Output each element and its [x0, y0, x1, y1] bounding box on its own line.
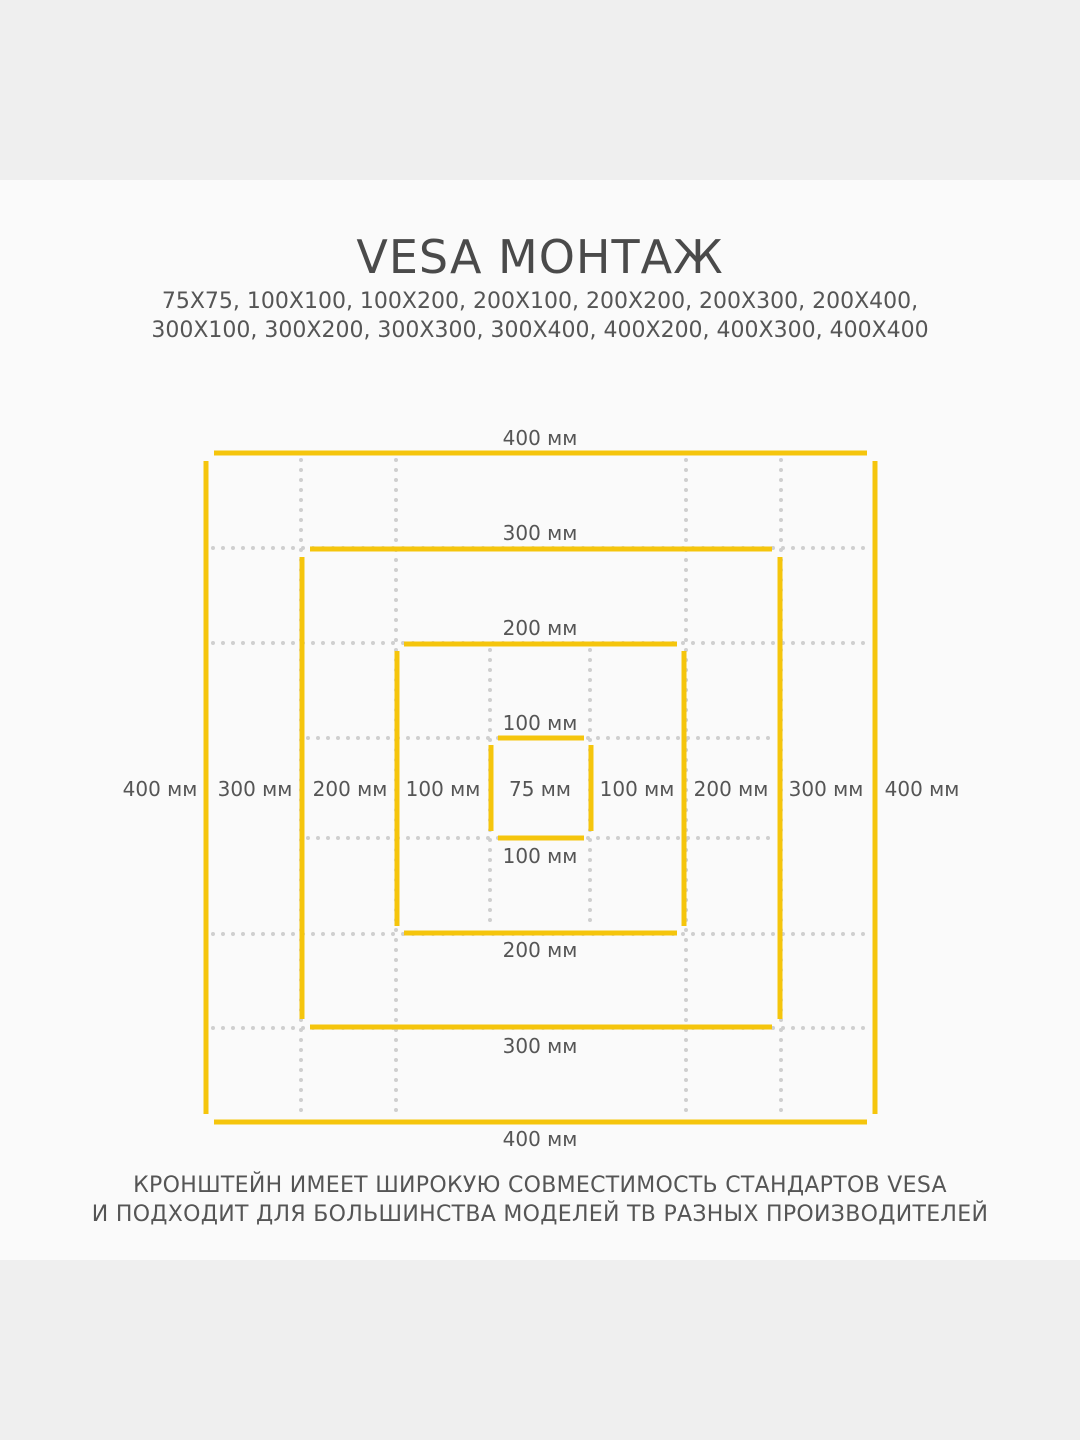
- label-300-bottom: 300 мм: [502, 1034, 578, 1058]
- label-400-bottom: 400 мм: [502, 1127, 578, 1151]
- label-300-top: 300 мм: [502, 521, 578, 545]
- label-300-right: 300 мм: [788, 777, 864, 801]
- label-200-bottom: 200 мм: [502, 938, 578, 962]
- dimension-labels: [123, 426, 960, 1151]
- sizes-line-1: 75X75, 100X100, 100X200, 200X100, 200X200, 200X300, 200X400,: [161, 289, 919, 314]
- label-400-right: 400 мм: [884, 777, 960, 801]
- label-200-right: 200 мм: [693, 777, 769, 801]
- note-line-1: КРОНШТЕЙН ИМЕЕТ ШИРОКУЮ СОВМЕСТИМОСТЬ СТАНДАРТОВ VESA: [133, 1173, 947, 1198]
- sizes-line-2: 300X100, 300X200, 300X300, 300X400, 400X200, 400X300, 400X400: [151, 318, 929, 343]
- label-100-right: 100 мм: [599, 777, 675, 801]
- label-100-top: 100 мм: [502, 711, 578, 735]
- label-400-left: 400 мм: [122, 777, 198, 801]
- label-300-left: 300 мм: [217, 777, 293, 801]
- page-title: VESA МОНТАЖ: [356, 230, 724, 284]
- label-75-center: 75 мм: [509, 777, 571, 801]
- label-200-top: 200 мм: [502, 616, 578, 640]
- note-line-2: И ПОДХОДИТ ДЛЯ БОЛЬШИНСТВА МОДЕЛЕЙ ТВ РАЗНЫХ ПРОИЗВОДИТЕЛЕЙ: [91, 1202, 989, 1227]
- label-100-bottom: 100 мм: [502, 844, 578, 868]
- compatibility-note: [0, 1171, 1080, 1229]
- label-100-left: 100 мм: [405, 777, 481, 801]
- label-400-top: 400 мм: [502, 426, 578, 450]
- label-200-left: 200 мм: [312, 777, 388, 801]
